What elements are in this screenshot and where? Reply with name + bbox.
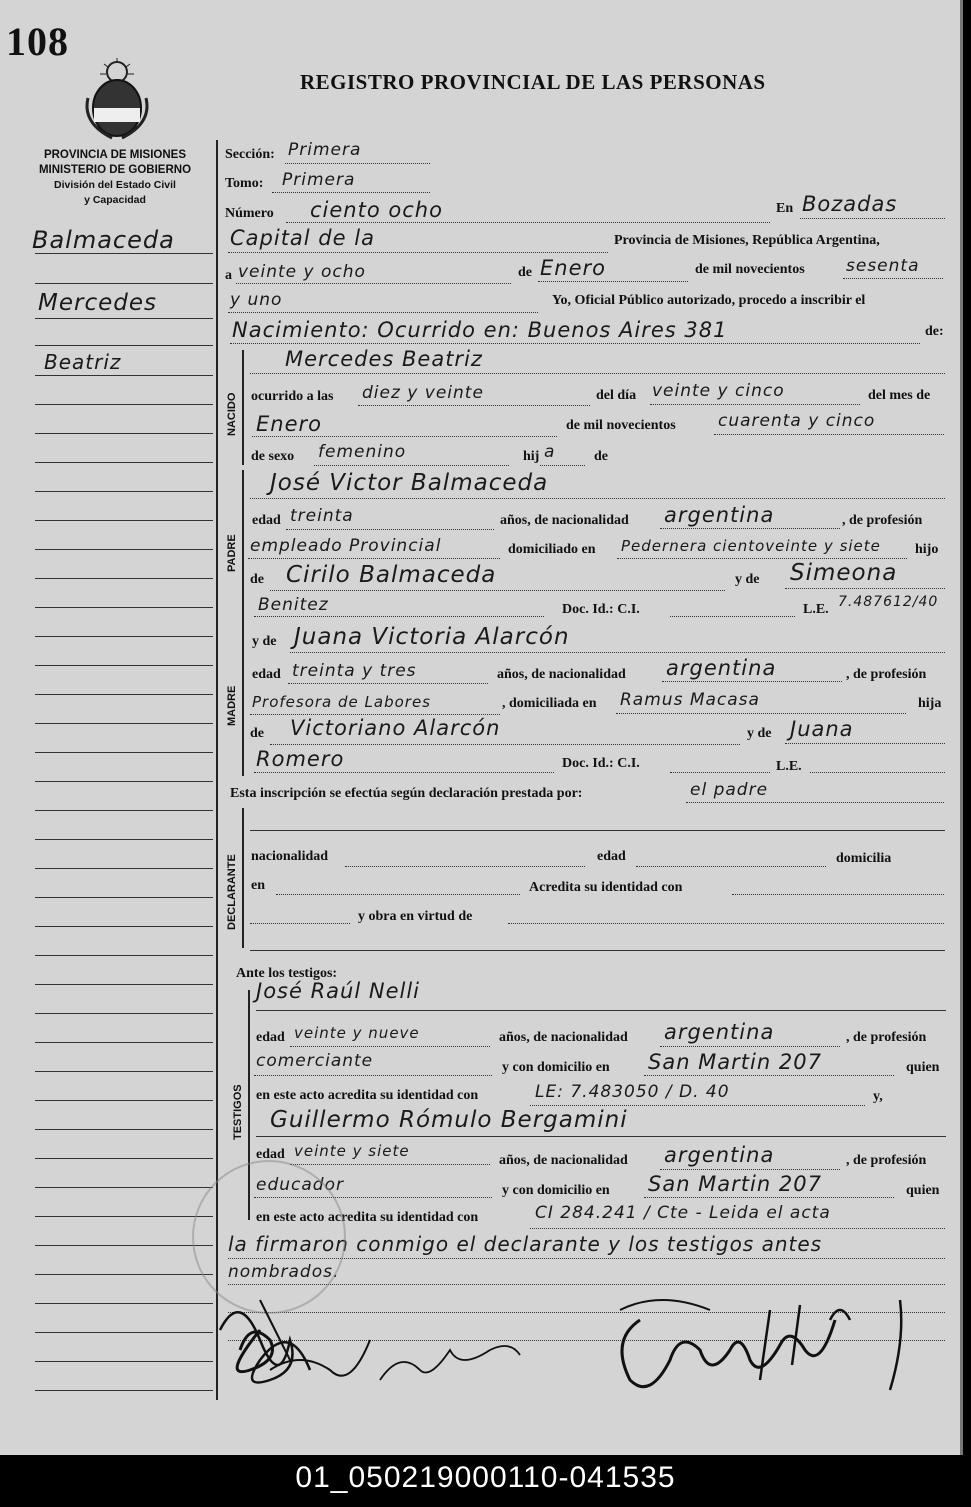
de-mil-label: de mil novecientos xyxy=(695,262,805,277)
madre-bracket xyxy=(242,628,244,776)
madre-prof-label: , de profesión xyxy=(846,667,927,682)
padre-dom: Pedernera cientoveinte y siete xyxy=(621,537,881,555)
decl-en-label: en xyxy=(251,878,265,893)
t1-edad-label: edad xyxy=(256,1030,285,1045)
t2-quien-label: quien xyxy=(906,1183,940,1198)
del-dia-label: del día xyxy=(596,388,637,403)
madre-y-de-label: y de xyxy=(252,634,277,649)
t2-dom-label: y con domicilio en xyxy=(502,1183,610,1198)
hora-value: diez y veinte xyxy=(362,383,484,403)
madre-nombre: Juana Victoria Alarcón xyxy=(294,624,570,650)
madre-edad-label: edad xyxy=(252,667,281,682)
madre-y-de2: Romero xyxy=(256,747,345,771)
t2-nac: argentina xyxy=(664,1143,775,1167)
official-signature-icon xyxy=(600,1280,920,1400)
de-padres-label: de xyxy=(594,449,608,464)
seccion-label: Sección: xyxy=(225,147,275,162)
cierre-line-1: la firmaron conmigo el declarante y los testigos antes xyxy=(228,1232,823,1256)
t2-prof: educador xyxy=(256,1175,344,1195)
t1-prof: comerciante xyxy=(256,1051,374,1071)
office-line-2: MINISTERIO DE GOBIERNO xyxy=(38,164,192,176)
tomo-value: Primera xyxy=(282,170,356,190)
t1-acredita-label: en este acto acredita su identidad con xyxy=(256,1088,479,1103)
padre-side-label: PADRE xyxy=(226,534,238,572)
padre-le-label: L.E. xyxy=(803,602,829,617)
padre-doc-label: Doc. Id.: C.I. xyxy=(562,602,640,617)
dia-value: veinte y ocho xyxy=(238,262,366,282)
testigo1-nombre: José Raúl Nelli xyxy=(256,979,420,1003)
t1-y-label: y, xyxy=(873,1089,883,1104)
margin-middle-name: Beatriz xyxy=(44,350,122,374)
padre-prof-label: , de profesión xyxy=(842,513,923,528)
cierre-line-2: nombrados. xyxy=(228,1262,340,1282)
page-number: 108 xyxy=(6,19,69,64)
a-label: a xyxy=(225,268,232,283)
madre-side-label: MADRE xyxy=(226,685,238,726)
padre-le: 7.487612/40 xyxy=(838,594,939,610)
hij-suffix: a xyxy=(544,442,556,462)
madre-dom-label: , domiciliada en xyxy=(502,696,597,711)
t1-edad: veinte y nueve xyxy=(294,1024,420,1042)
office-line-1: PROVINCIA DE MISIONES xyxy=(43,149,187,161)
de-colon-label: de: xyxy=(925,324,944,339)
padre-edad-label: edad xyxy=(252,513,281,528)
madre-y-de-padre-label: y de xyxy=(747,726,772,741)
nacido-bracket xyxy=(242,350,244,465)
testigo2-nombre: Guillermo Rómulo Bergamini xyxy=(270,1107,628,1133)
hij-label: hij xyxy=(523,449,540,464)
witness-signatures-icon xyxy=(200,1270,540,1410)
seccion-value: Primera xyxy=(288,140,362,160)
decl-obra-label: y obra en virtud de xyxy=(358,909,473,924)
t1-nac: argentina xyxy=(664,1020,775,1044)
t1-prof-label: , de profesión xyxy=(846,1030,927,1045)
tomo-label: Tomo: xyxy=(225,176,264,191)
madre-edad: treinta y tres xyxy=(292,661,417,681)
madre-nac: argentina xyxy=(666,656,777,680)
dia-nac-value: veinte y cinco xyxy=(652,381,785,401)
madre-y-de: Juana xyxy=(790,717,854,741)
declarante-value: el padre xyxy=(690,780,769,800)
testigos-side-label: TESTIGOS xyxy=(232,1084,244,1140)
t2-nac-label: años, de nacionalidad xyxy=(499,1153,628,1168)
document-title: REGISTRO PROVINCIAL DE LAS PERSONAS xyxy=(300,70,766,94)
de-mil-nac-label: de mil novecientos xyxy=(566,418,676,433)
t2-id: CI 284.241 / Cte - Leida el acta xyxy=(535,1203,831,1223)
office-line-3: División del Estado Civil xyxy=(54,179,176,191)
padre-de-label: de xyxy=(250,572,264,587)
nombre-value: Mercedes Beatriz xyxy=(285,347,483,371)
padre-prof: empleado Provincial xyxy=(250,536,442,556)
padre-y-de: Simeona xyxy=(790,560,898,586)
testigos-label: Ante los testigos: xyxy=(236,966,338,981)
padre-bracket xyxy=(242,470,244,630)
madre-de-label: de xyxy=(250,726,264,741)
padre-edad: treinta xyxy=(290,506,354,526)
yo-label: Yo, Oficial Público autorizado, procedo a inscribir el xyxy=(552,293,866,308)
numero-label: Número xyxy=(225,206,274,221)
en-label: En xyxy=(776,201,794,216)
decl-acredita-label: Acredita su identidad con xyxy=(529,880,683,895)
mes-value: Enero xyxy=(540,256,606,280)
ocurrido-label: ocurrido a las xyxy=(251,389,334,404)
numero-value: ciento ocho xyxy=(310,198,443,222)
declarante-side-label: DECLARANTE xyxy=(226,854,238,930)
padre-y-de-label: y de xyxy=(735,572,760,587)
sexo-value: femenino xyxy=(318,442,407,462)
padre-nac: argentina xyxy=(664,503,775,527)
t2-dom: San Martin 207 xyxy=(648,1172,822,1196)
en-value: Bozadas xyxy=(802,192,898,216)
madre-nac-label: años, de nacionalidad xyxy=(497,667,626,682)
t1-dom-label: y con domicilio en xyxy=(502,1060,610,1075)
t1-nac-label: años, de nacionalidad xyxy=(499,1030,628,1045)
provincia-label: Provincia de Misiones, República Argentina, xyxy=(614,233,880,248)
footer-code: 01_050219000110-041535 xyxy=(0,1455,971,1507)
madre-doc-label: Doc. Id.: C.I. xyxy=(562,756,640,771)
nacido-side-label: NACIDO xyxy=(226,392,238,436)
declarante-bracket xyxy=(242,808,244,948)
t1-quien-label: quien xyxy=(906,1060,940,1075)
madre-le-label: L.E. xyxy=(776,759,802,774)
decl-domicilia-label: domicilia xyxy=(836,851,892,866)
madre-hija-label: hija xyxy=(918,696,942,711)
t2-acredita-label: en este acto acredita su identidad con xyxy=(256,1210,479,1225)
madre-dom: Ramus Macasa xyxy=(620,690,760,710)
del-mes-label: del mes de xyxy=(868,388,931,403)
mes-nac-value: Enero xyxy=(256,412,322,436)
hecho-value: Nacimiento: Ocurrido en: Buenos Aires 381 xyxy=(232,318,728,342)
padre-nombre: José Victor Balmaceda xyxy=(270,470,549,496)
sexo-label: de sexo xyxy=(251,449,295,464)
office-header xyxy=(20,148,210,208)
office-line-4: y Capacidad xyxy=(84,194,146,206)
t2-edad: veinte y siete xyxy=(294,1142,410,1160)
margin-first-name: Mercedes xyxy=(38,290,157,316)
decl-edad-label: edad xyxy=(597,849,626,864)
padre-hijo-label: hijo xyxy=(915,542,939,557)
inscripcion-label: Esta inscripción se efectúa según declaración prestada por: xyxy=(230,786,583,801)
t2-edad-label: edad xyxy=(256,1147,285,1162)
padre-nac-label: años, de nacionalidad xyxy=(500,513,629,528)
lugar-value: Capital de la xyxy=(230,226,375,250)
t1-id: LE: 7.483050 / D. 40 xyxy=(535,1082,730,1102)
madre-prof: Profesora de Labores xyxy=(252,693,431,711)
anio-b-value: y uno xyxy=(230,290,283,310)
padre-de: Cirilo Balmaceda xyxy=(286,562,497,588)
anio-nac-value: cuarenta y cinco xyxy=(718,411,876,431)
anio-a-value: sesenta xyxy=(846,256,920,276)
padre-y-de2: Benitez xyxy=(258,595,329,615)
decl-nacionalidad-label: nacionalidad xyxy=(251,849,329,864)
t2-prof-label: , de profesión xyxy=(846,1153,927,1168)
coat-of-arms-icon xyxy=(82,58,152,140)
padre-dom-label: domiciliado en xyxy=(508,542,596,557)
margin-surname: Balmaceda xyxy=(32,226,175,254)
de-label: de xyxy=(518,265,532,280)
t1-dom: San Martin 207 xyxy=(648,1050,822,1074)
madre-de: Victoriano Alarcón xyxy=(290,716,501,740)
